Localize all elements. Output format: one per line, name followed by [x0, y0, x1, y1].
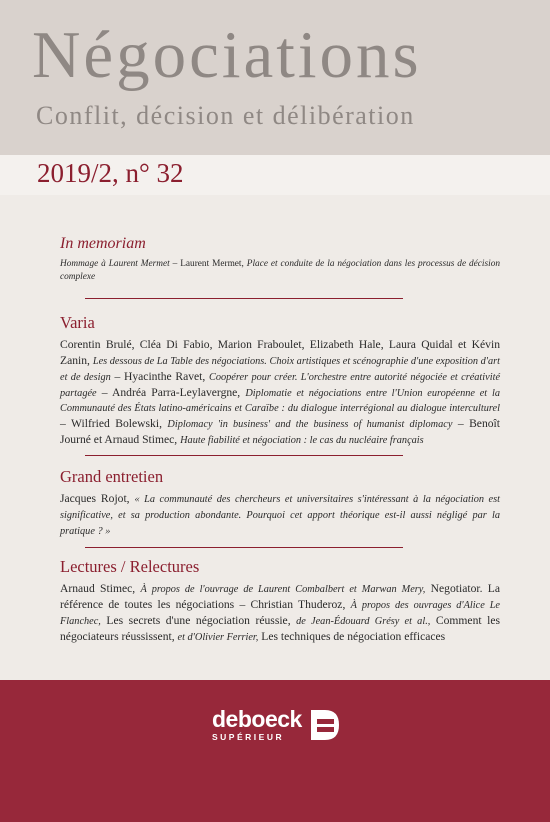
journal-subtitle: Conflit, décision et délibération	[36, 101, 415, 130]
cover-header	[0, 0, 550, 158]
toc-entry: Arnaud Stimec, À propos de l'ouvrage de Laurent Combalbert et Marwan Mery, Negotiator. La référence de toutes les négociations – Christian Thuderoz, À propos des ouvrages d'Alice Le Flanchec, Les secrets d'une négociation réussie, de Jean-Édouard Grésy et al., Comment les négociateurs réussissent, et d'Olivier Ferrier, Les techniques de négociation efficaces	[60, 582, 501, 643]
publisher-name: deboeck	[212, 706, 302, 732]
section-divider	[85, 455, 403, 456]
section-divider	[85, 547, 403, 548]
toc-entry: Hommage à Laurent Mermet – Laurent Mermet, Place et conduite de la négociation dans les processus de décision complexe	[60, 258, 500, 283]
publisher-logo	[212, 708, 342, 742]
section-title: Lectures / Relectures	[60, 557, 200, 576]
section-grand-entretien	[60, 468, 500, 539]
journal-title: Négociations	[32, 18, 422, 92]
section-title: In memoriam	[60, 235, 146, 252]
section-varia	[60, 314, 500, 448]
section-divider	[85, 298, 403, 299]
publisher-imprint: SUPÉRIEUR	[212, 732, 285, 742]
cover-footer	[0, 680, 550, 822]
toc-entry: Jacques Rojot, « La communauté des chercheurs et universitaires s'intéressant à la négociation est significative, et sa production abondante. Pourquoi cet apport théorique est-il aussi négligé par la pratique ? »	[60, 492, 500, 537]
section-title: Varia	[60, 313, 95, 332]
section-in-memoriam	[60, 235, 500, 285]
section-title: Grand entretien	[60, 467, 164, 486]
section-lectures	[60, 558, 500, 645]
toc-entry: Corentin Brulé, Cléa Di Fabio, Marion Fraboulet, Elizabeth Hale, Laura Quidal et Kévin Zanin, Les dessous de La Table des négociations. Choix artistiques et scénographie d'une exposition d'art et de design – Hyacinthe Ravet, Coopérer pour créer. L'orchestre entre autorité négociée et créativité partagée – Andréa Parra-Leylavergne, Diplomatie et négociations entre l'Union européenne et la Communauté des États latino-américains et Caraïbe : du dialogue interrégional au dialogue interculturel – Wilfried Bolewski, Diplomacy 'in business' and the business of humanist diplomacy – Benoît Journé et Arnaud Stimec, Haute fiabilité et négociation : le cas du nucléaire français	[60, 338, 501, 447]
issue-number: 2019/2, n° 32	[37, 158, 184, 188]
publisher-mark-icon	[308, 708, 342, 742]
